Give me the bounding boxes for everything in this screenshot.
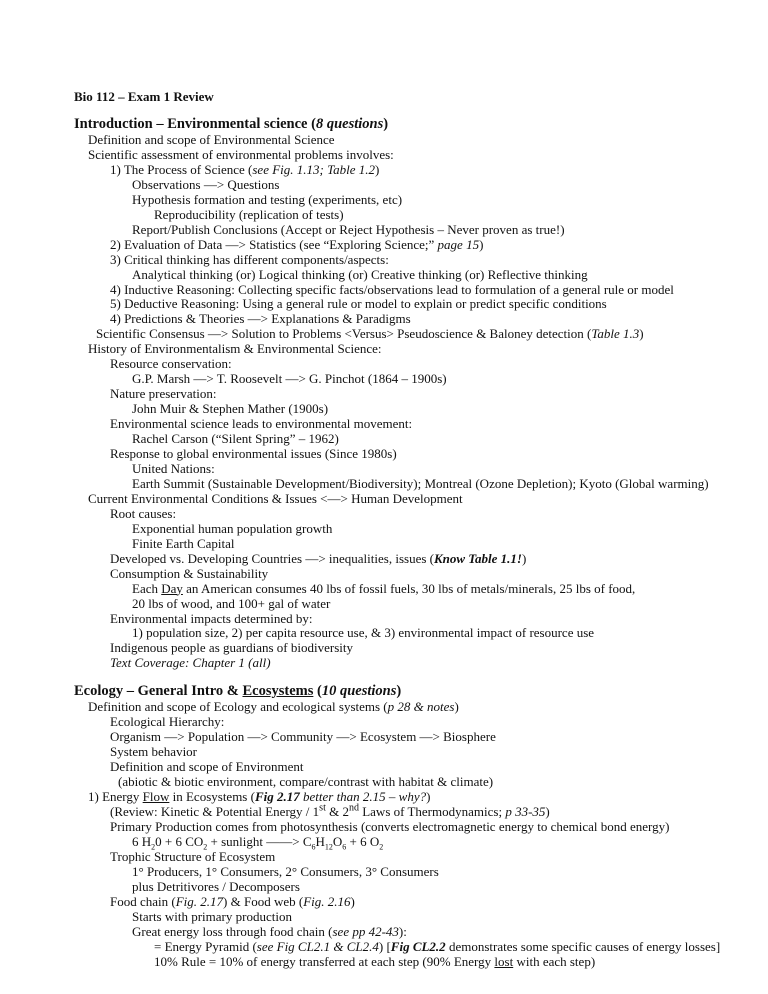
text-run: Finite Earth Capital (132, 535, 235, 551)
outline-line (74, 552, 764, 567)
text-run: Fig 2.17 (254, 789, 300, 805)
text-run: Definition and scope of Environment (110, 759, 304, 775)
outline-line (74, 820, 764, 835)
outline-line (74, 223, 764, 238)
text-run: Observations —> Questions (132, 176, 280, 192)
text-run: Starts with primary production (132, 908, 292, 924)
outline-line (74, 775, 764, 790)
outline-line (74, 582, 764, 597)
text-run: Current Environmental Conditions & Issues <—> Human Development (88, 490, 463, 506)
text-run: demonstrates some specific causes of energy losses] (445, 938, 721, 954)
text-run: 2) Evaluation of Data —> Statistics (see “Exploring Science;” (110, 236, 438, 252)
text-run: = Energy Pyramid ( (154, 938, 257, 954)
text-run: Day (161, 580, 183, 596)
text-run: Environmental science leads to environmental movement: (110, 416, 413, 432)
document-title: Bio 112 – Exam 1 Review (74, 89, 214, 104)
text-run: 1) The Process of Science ( (110, 161, 253, 177)
outline-line (74, 925, 764, 940)
outline-line (74, 402, 764, 417)
text-run: Trophic Structure of Ecosystem (110, 848, 276, 864)
text-run: G.P. Marsh —> T. Roosevelt —> G. Pinchot (1864 – 1900s) (132, 371, 447, 387)
text-run: Primary Production comes from photosynthesis (converts electromagnetic energy to chemical bond energy) (110, 818, 670, 834)
text-run: 12 (324, 842, 333, 852)
text-run: 5) Deductive Reasoning: Using a general rule or model to explain or predict specific conditions (110, 296, 607, 312)
outline-line (74, 850, 764, 865)
text-run: nd (348, 802, 359, 814)
outline-line (74, 208, 764, 223)
text-run: Fig CL2.2 (390, 938, 446, 954)
text-run: 10 questions (321, 683, 397, 700)
outline-line (74, 715, 764, 730)
text-run: Definition and scope of Ecology and ecological systems ( (88, 699, 388, 715)
text-run: st (319, 802, 326, 814)
text-run: Ecology – General Intro & (74, 683, 243, 700)
outline-line (74, 193, 764, 208)
text-run: Scientific Consensus —> Solution to Problems <Versus> Pseudoscience & Baloney detection ( (96, 326, 592, 342)
text-run: 0 + 6 CO (155, 833, 204, 849)
text-run: ) (522, 550, 527, 566)
outline-line (74, 387, 764, 402)
text-run: ) (396, 683, 402, 700)
outline-line (74, 283, 764, 298)
text-run: Introduction – Environmental science ( (74, 116, 316, 132)
text-run: Food chain ( (110, 893, 176, 909)
section-heading (74, 683, 764, 700)
text-run: plus Detritivores / Decomposers (132, 878, 300, 894)
section-lines (74, 700, 764, 969)
outline-line (74, 835, 764, 850)
outline-line (74, 730, 764, 745)
outline-line (74, 700, 764, 715)
text-run: (abiotic & biotic environment, compare/contrast with habitat & climate) (118, 774, 494, 790)
section-heading (74, 116, 764, 133)
outline-line (74, 432, 764, 447)
text-run: see pp 42-43 (332, 923, 399, 939)
text-run: ) (383, 116, 389, 132)
text-run: Great energy loss through food chain ( (132, 923, 333, 939)
text-run: O (332, 833, 343, 849)
outline-line (74, 641, 764, 656)
text-run: Environmental impacts determined by: (110, 610, 313, 626)
text-run: ) (454, 699, 459, 715)
outline-line (74, 597, 764, 612)
section-introduction (74, 116, 764, 671)
text-run: Response to global environmental issues (Since 1980s) (110, 446, 397, 462)
text-run: see Fig CL2.1 & CL2.4 (256, 938, 379, 954)
text-run: History of Environmentalism & Environmental Science: (88, 341, 382, 357)
text-run: Developed vs. Developing Countries —> inequalities, issues ( (110, 550, 434, 566)
text-run: Table 1.3 (591, 326, 640, 342)
text-run: ): (398, 923, 407, 939)
text-run: 3) Critical thinking has different components/aspects: (110, 251, 389, 267)
outline-line (74, 357, 764, 372)
outline-line (74, 567, 764, 582)
outline-line (74, 656, 764, 671)
section-ecology (74, 683, 764, 969)
text-run: see Fig. 1.13; Table 1.2 (252, 161, 376, 177)
outline-line (74, 522, 764, 537)
outline-line (74, 880, 764, 895)
outline-line (74, 477, 764, 492)
text-run: ( (313, 683, 322, 700)
text-run: ) (375, 161, 380, 177)
outline-line (74, 612, 764, 627)
text-run: 6 (342, 842, 347, 852)
outline-line (74, 417, 764, 432)
text-run: Laws of Thermodynamics; (358, 803, 506, 819)
text-run: H (315, 833, 325, 849)
text-run: p 28 & notes (387, 699, 455, 715)
text-run: Ecological Hierarchy: (110, 714, 225, 730)
text-run: System behavior (110, 744, 198, 760)
outline-line (74, 537, 764, 552)
outline-line (74, 760, 764, 775)
text-run: Rachel Carson (“Silent Spring” – 1962) (132, 431, 339, 447)
text-run: ) (479, 236, 484, 252)
text-run: ) & Food web ( (223, 893, 304, 909)
text-run: Reproducibility (replication of tests) (154, 206, 344, 222)
outline-line (74, 790, 764, 805)
text-run: Fig. 2.16 (303, 893, 351, 909)
outline-line (74, 940, 764, 955)
text-run: 1) population size, 2) per capita resource use, & 3) environmental impact of resource use (132, 625, 595, 641)
text-run: with each step) (513, 953, 596, 969)
outline-line (74, 372, 764, 387)
outline-line (74, 312, 764, 327)
text-run: + 6 O (346, 833, 380, 849)
text-run: & 2 (325, 803, 349, 819)
text-run: 6 H (132, 833, 152, 849)
text-run: in Ecosystems ( (169, 789, 255, 805)
outline-line (74, 492, 764, 507)
text-run: 2 (151, 842, 156, 852)
outline-line (74, 910, 764, 925)
text-run: ) (545, 803, 550, 819)
text-run: John Muir & Stephen Mather (1900s) (132, 401, 329, 417)
text-run: 4) Inductive Reasoning: Collecting specific facts/observations lead to formulation of a general rule or model (110, 281, 674, 297)
outline-line (74, 327, 764, 342)
outline-line (74, 133, 764, 148)
text-run: Consumption & Sustainability (110, 565, 269, 581)
text-run: Organism —> Population —> Community —> Ecosystem —> Biosphere (110, 729, 496, 745)
outline-line (74, 163, 764, 178)
text-run: Fig. 2.17 (175, 893, 224, 909)
text-run: Scientific assessment of environmental problems involves: (88, 146, 394, 162)
outline-line (74, 955, 764, 970)
text-run: Resource conservation: (110, 356, 232, 372)
outline-line (74, 507, 764, 522)
text-run: lost (494, 953, 514, 969)
outline-line (74, 178, 764, 193)
outline-line (74, 745, 764, 760)
text-run: Definition and scope of Environmental Science (88, 132, 335, 147)
text-run: Indigenous people as guardians of biodiversity (110, 640, 353, 656)
text-run: Earth Summit (Sustainable Development/Biodiversity); Montreal (Ozone Depletion); Kyoto (Global warming) (132, 475, 709, 491)
text-run: 8 questions (315, 116, 384, 132)
text-run: better than 2.15 – why? (299, 789, 427, 805)
outline-line (74, 626, 764, 641)
outline-line (74, 297, 764, 312)
text-run: ) (639, 326, 644, 342)
text-run: Flow (142, 789, 170, 805)
text-run: page 15 (437, 236, 480, 252)
outline-line (74, 253, 764, 268)
outline-line (74, 342, 764, 357)
text-run: (Review: Kinetic & Potential Energy / 1 (110, 803, 320, 819)
text-run: Know Table 1.1! (433, 550, 522, 566)
text-run: Nature preservation: (110, 386, 217, 402)
outline-line (74, 148, 764, 163)
text-run: an American consumes 40 lbs of fossil fuels, 30 lbs of metals/minerals, 25 lbs of food, (182, 580, 636, 596)
text-run: Ecosystems (242, 683, 314, 700)
outline-line (74, 238, 764, 253)
text-run: 2 (203, 842, 208, 852)
text-run: + sunlight ——> C (207, 833, 312, 849)
document-page (74, 89, 764, 969)
text-run: Report/Publish Conclusions (Accept or Reject Hypothesis – Never proven as true!) (132, 221, 565, 237)
outline-line (74, 865, 764, 880)
outline-line (74, 447, 764, 462)
text-run: 1) Energy (88, 789, 143, 805)
text-run: Each (132, 580, 162, 596)
text-run: United Nations: (132, 460, 215, 476)
text-run: ) (350, 893, 355, 909)
outline-line (74, 462, 764, 477)
text-run: Root causes: (110, 505, 177, 521)
text-run: 4) Predictions & Theories —> Explanations & Paradigms (110, 311, 411, 327)
text-run: ) [ (378, 938, 391, 954)
text-run: 10% Rule = 10% of energy transferred at each step (90% Energy (154, 953, 495, 969)
outline-line (74, 268, 764, 283)
text-run: Text Coverage: Chapter 1 (all) (110, 655, 271, 671)
section-lines (74, 133, 764, 671)
text-run: 6 (311, 842, 316, 852)
text-run: Exponential human population growth (132, 520, 333, 536)
text-run: 2 (379, 842, 384, 852)
text-run: Hypothesis formation and testing (experiments, etc) (132, 191, 403, 207)
text-run: ) (426, 789, 431, 805)
text-run: p 33-35 (505, 803, 546, 819)
outline-line (74, 802, 764, 820)
outline-line (74, 895, 764, 910)
text-run: Analytical thinking (or) Logical thinking (or) Creative thinking (or) Reflective thinking (132, 266, 588, 282)
text-run: 20 lbs of wood, and 100+ gal of water (132, 595, 331, 611)
text-run: 1° Producers, 1° Consumers, 2° Consumers, 3° Consumers (132, 863, 439, 879)
